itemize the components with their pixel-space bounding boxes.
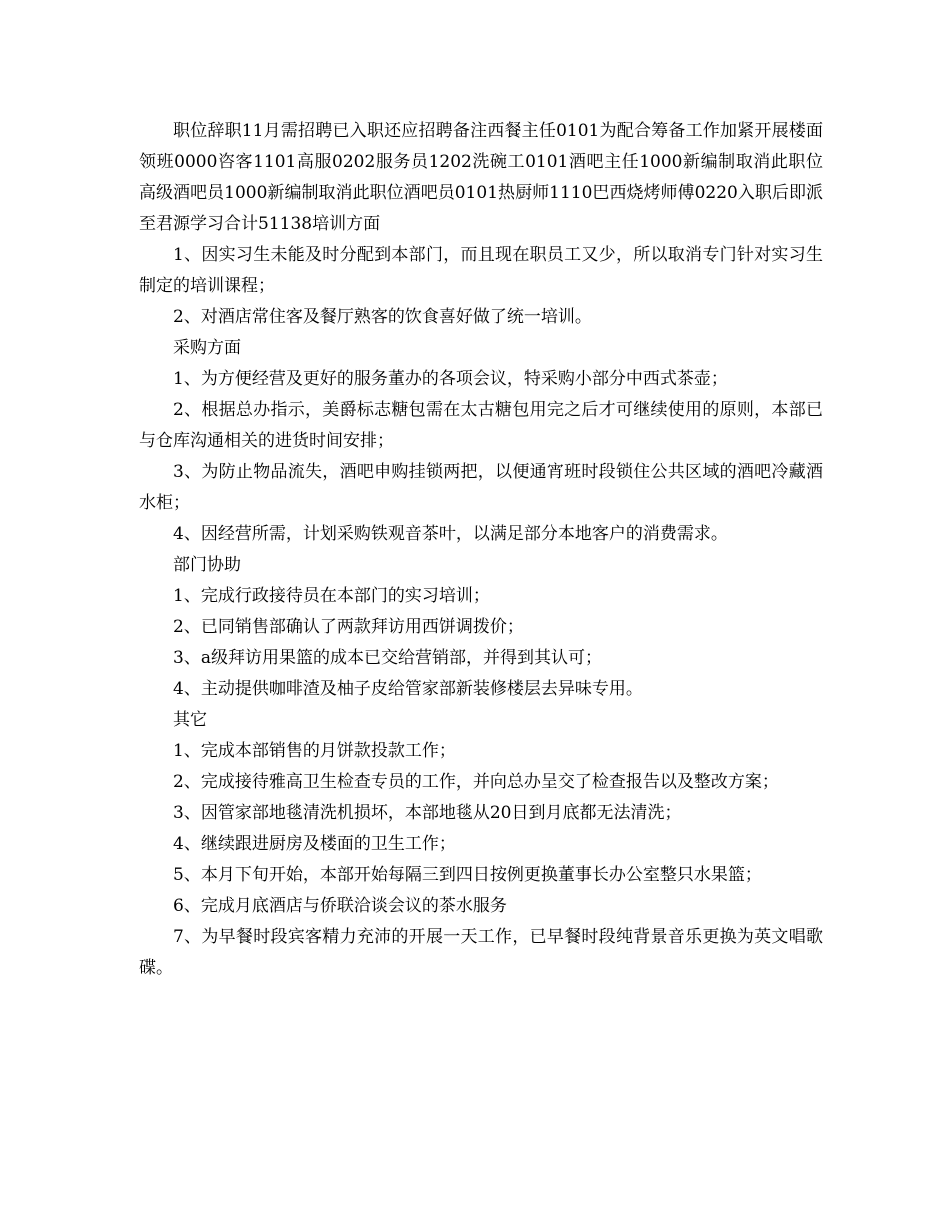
paragraph-other-3: 3、因管家部地毯清洗机损坏，本部地毯从20日到月底都无法清洗；	[173, 803, 682, 823]
paragraph-assistance-2: 2、已同销售部确认了两款拜访用西饼调拨价；	[173, 617, 524, 637]
paragraph-purchasing-3: 3、为防止物品流失，酒吧申购挂锁两把，以便通宵班时段锁住公共区域的酒吧冷藏酒水柜；	[139, 462, 823, 513]
paragraph-other-5: 5、本月下旬开始，本部开始每隔三到四日按例更换董事长办公室整只水果篮；	[173, 865, 762, 885]
paragraph-assistance-4: 4、主动提供咖啡渣及柚子皮给管家部新装修楼层去异味专用。	[173, 679, 643, 699]
paragraph-purchasing-1: 1、为方便经营及更好的服务董办的各项会议，特采购小部分中西式茶壶；	[173, 369, 728, 389]
paragraph-other-4: 4、继续跟进厨房及楼面的卫生工作；	[173, 834, 456, 854]
paragraph-other-1: 1、完成本部销售的月饼款投款工作；	[173, 741, 456, 761]
paragraph-assistance-1: 1、完成行政接待员在本部门的实习培训；	[173, 586, 490, 606]
paragraph-other-6: 6、完成月底酒店与侨联洽谈会议的茶水服务	[173, 896, 507, 916]
document-body	[139, 116, 823, 984]
paragraph-assistance-3: 3、a级拜访用果篮的成本已交给营销部，并得到其认可；	[173, 648, 602, 668]
paragraph-purchasing-2: 2、根据总办指示，美爵标志糖包需在太古糖包用完之后才可继续使用的原则，本部已与仓库沟通相关的进货时间安排；	[139, 400, 823, 451]
section-heading-department-assistance: 部门协助	[173, 555, 241, 575]
section-heading-other: 其它	[173, 710, 207, 730]
paragraph-purchasing-4: 4、因经营所需，计划采购铁观音茶叶，以满足部分本地客户的消费需求。	[173, 524, 728, 544]
section-heading-purchasing: 采购方面	[173, 338, 241, 358]
paragraph-staffing-table: 职位辞职11月需招聘已入职还应招聘备注西餐主任0101为配合筹备工作加紧开展楼面领班0000咨客1101高服0202服务员1202洗碗工0101酒吧主任1000新编制取消此职位高级酒吧员1000新编制取消此职位酒吧员0101热厨师1110巴西烧烤师傅0220入职后即派至君源学习合计51138培训方面	[139, 121, 823, 234]
paragraph-other-2: 2、完成接待雅高卫生检查专员的工作，并向总办呈交了检查报告以及整改方案；	[173, 772, 779, 792]
paragraph-training-1: 1、因实习生未能及时分配到本部门，而且现在职员工又少，所以取消专门针对实习生制定的培训课程；	[139, 245, 823, 296]
paragraph-training-2: 2、对酒店常住客及餐厅熟客的饮食喜好做了统一培训。	[173, 307, 592, 327]
paragraph-other-7: 7、为早餐时段宾客精力充沛的开展一天工作，已早餐时段纯背景音乐更换为英文唱歌碟。	[139, 927, 823, 978]
